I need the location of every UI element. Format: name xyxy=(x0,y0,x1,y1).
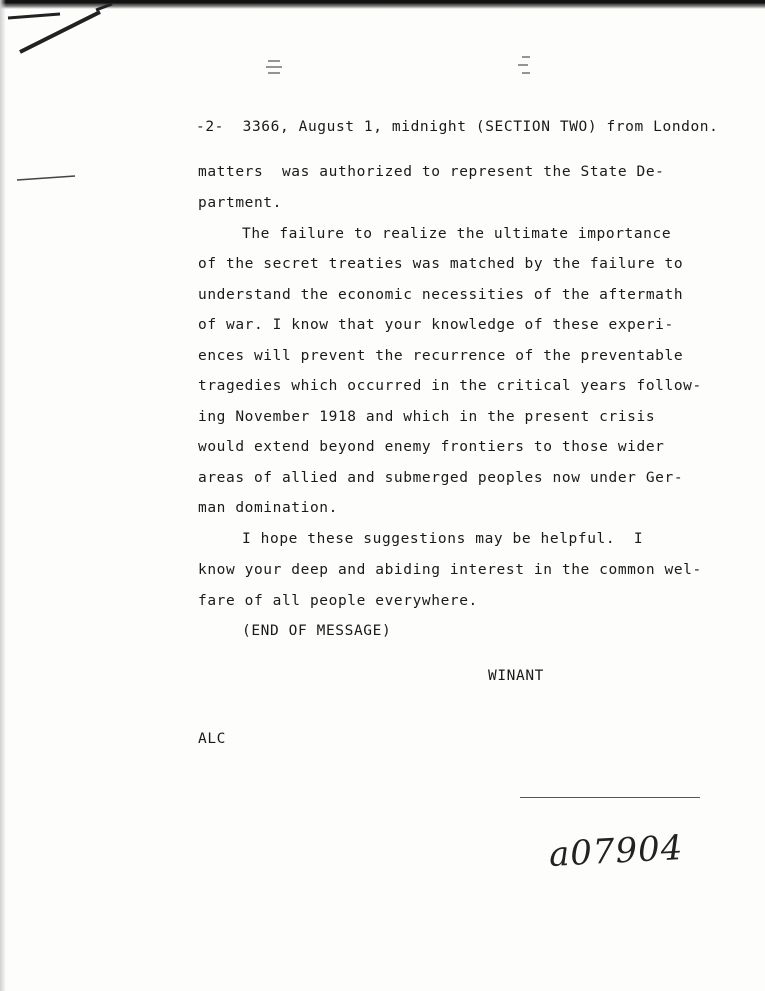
end-of-message: (END OF MESSAGE) xyxy=(242,623,392,639)
body-line: of the secret treaties was matched by the failure to xyxy=(198,256,684,272)
body-line: of war. I know that your knowledge of these experi- xyxy=(198,317,674,333)
body-line: partment. xyxy=(198,195,282,211)
body-line: would extend beyond enemy frontiers to those wider xyxy=(198,439,665,455)
body-line: The failure to realize the ultimate importance xyxy=(242,226,672,242)
body-line: know your deep and abiding interest in the common wel- xyxy=(198,562,702,578)
body-line: tragedies which occurred in the critical years follow- xyxy=(198,378,702,394)
body-line: ing November 1918 and which in the present crisis xyxy=(198,409,656,425)
body-line: man domination. xyxy=(198,500,338,516)
body-line: fare of all people everywhere. xyxy=(198,593,478,609)
body-line: I hope these suggestions may be helpful. I xyxy=(242,531,644,547)
body-line: matters was authorized to represent the State De- xyxy=(198,164,665,180)
body-line: areas of allied and submerged peoples now under Ger- xyxy=(198,470,684,486)
signature: WINANT xyxy=(488,668,544,684)
signature-rule xyxy=(520,797,700,798)
telegram-header: -2- 3366, August 1, midnight (SECTION TWO) from London. xyxy=(196,119,719,135)
scan-speck-marks xyxy=(260,55,560,95)
scan-corner-mark xyxy=(0,0,120,60)
handwritten-file-number: a07904 xyxy=(548,827,685,875)
scan-left-shadow xyxy=(0,0,6,991)
body-line: understand the economic necessities of the aftermath xyxy=(198,287,684,303)
typist-initials: ALC xyxy=(198,731,226,747)
body-line: ences will prevent the recurrence of the preventable xyxy=(198,348,684,364)
scan-stroke-mark xyxy=(15,172,95,184)
